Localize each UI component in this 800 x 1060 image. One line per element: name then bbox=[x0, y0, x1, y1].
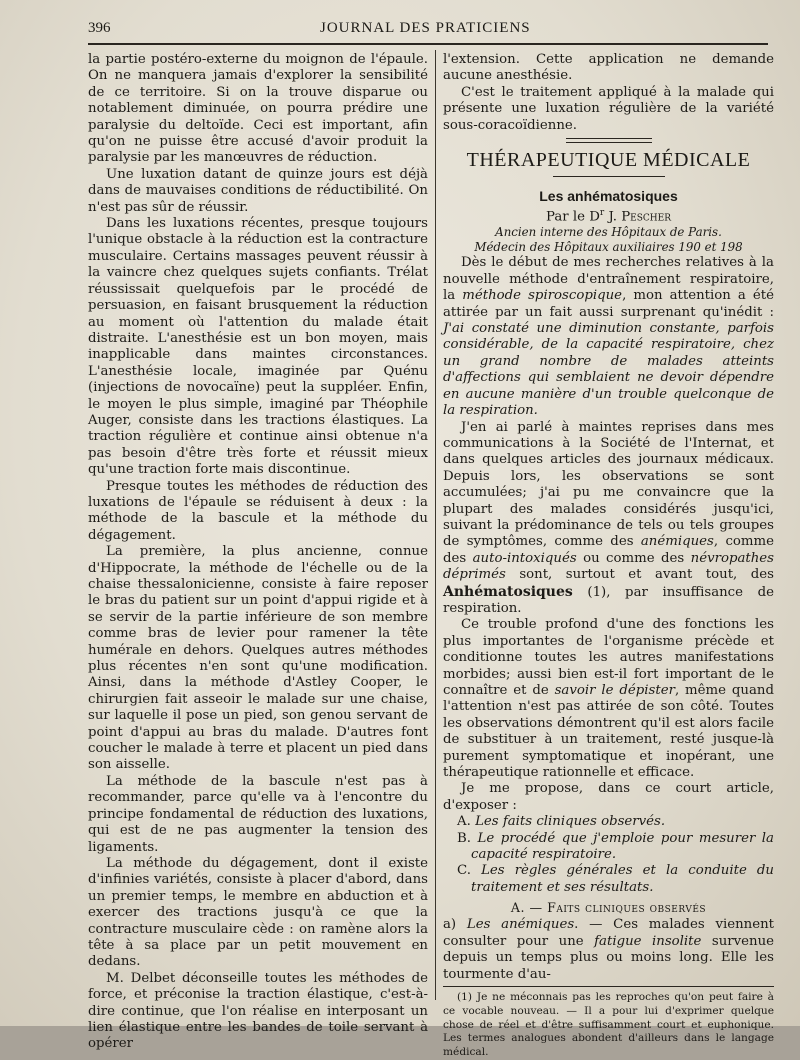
header-rule bbox=[88, 43, 768, 45]
paragraph: Presque toutes les méthodes de réduction des luxations de l'épaule se réduisent à deux : la méthode de la bascule et la méthode du dégagement. bbox=[88, 478, 428, 543]
byline bbox=[443, 205, 774, 225]
right-column bbox=[443, 52, 774, 1060]
article-title: Les anhématosiques bbox=[539, 188, 678, 205]
paragraph: La méthode de la bascule n'est pas à recommander, parce qu'elle va à l'encontre du principe fondamental de réduction des luxations, qui est de ne pas augmenter la tension des ligaments. bbox=[88, 773, 428, 855]
byline-prefix: Par le D bbox=[546, 209, 600, 225]
paragraph: Ce trouble profond d'une des fonctions les plus importantes de l'organisme précède et conditionne toutes les autres manifestations morbides; aussi bien est-il fort important de le connaître et de savoir le dépister, même quand l'attention n'est pas attirée de son côté. Toutes les observations démontrent qu'il est alors facile de substituer à un traitement, resté jusque-là purement symptomatique et inopérant, une thérapeutique rationnelle et efficace. bbox=[443, 617, 774, 781]
paragraph: Dans les luxations récentes, presque toujours l'unique obstacle à la réduction est la contracture musculaire. Certains massages peuvent réussir à la vaincre chez quelques sujets confiants. Trélat réussissait quelquefois par le procédé de persuasion, en faisant brusquement la réduction au moment où l'attention du malade était distraite. L'anesthésie est un bon moyen, mais inapplicable dans maintes circonstances. L'anesthésie locale, imaginée par Quénu (injections de novocaïne) peut la suppléer. Enfin, le moyen le plus simple, imaginé par Théophile Auger, consiste dans les tractions élastiques. La traction régulière et continue ainsi obtenue n'a pas besoin d'être très forte et réussit mieux qu'une traction forte mais discontinue. bbox=[88, 216, 428, 478]
paragraph: La méthode du dégagement, dont il existe d'infinies variétés, consiste à placer d'abord, dans un premier temps, le membre en abduction et à exercer des tractions jusqu'à ce que la contracture musculaire cède : on ramène alors la tête à sa place par un petit mouvement en dedans. bbox=[88, 855, 428, 970]
journal-title: JOURNAL DES PRATICIENS bbox=[320, 20, 531, 36]
author-affiliation: Ancien interne des Hôpitaux de Paris. bbox=[495, 225, 722, 240]
paragraph: Dès le début de mes recherches relatives à la nouvelle méthode d'entraînement respiratoire, la méthode spiroscopique, mon attention a été attirée par un fait aussi surprenant qu'inédit : J'ai constaté une diminution constante, parfois considérable, de la capacité respiratoire, chez un grand nombre de malades atteints d'affections qui semblaient ne devoir dépendre en aucune manière d'un trouble quelconque de la respiration. bbox=[443, 255, 774, 419]
section-divider bbox=[443, 138, 774, 143]
list-item: B. Le procédé que j'emploie pour mesurer la capacité respiratoire. bbox=[457, 830, 774, 863]
section-title: THÉRAPEUTIQUE MÉDICALE bbox=[466, 149, 751, 172]
paragraph: l'extension. Cette application ne demande aucune anesthésie. bbox=[443, 52, 774, 84]
footnote-rule bbox=[443, 986, 774, 987]
page-number: 396 bbox=[88, 20, 111, 36]
author-name: J. Pescher bbox=[608, 209, 671, 225]
list-item: A. Les faits cliniques observés. bbox=[457, 814, 666, 830]
footnote: (1) Je ne méconnais pas les reproches qu'on peut faire à ce vocable nouveau. — Il a pour lui d'exprimer quelque chose de réel et d'être suffisamment court et euphonique. Les termes analogues abondent d'ailleurs dans le langage médical. bbox=[443, 990, 774, 1059]
list-item: C. Les règles générales et la conduite du traitement et ses résultats. bbox=[457, 863, 774, 895]
paragraph: J'en ai parlé à maintes reprises dans mes communications à la Société de l'Internat, et dans quelques articles des journaux médicaux. Depuis lors, les observations se sont accumulées; j'ai pu me convaincre que la plupart des malades considérés jusqu'ici, suivant la prédominance de tels ou tels groupes de symptômes, comme des anémiques, comme des auto-intoxiqués ou comme des névropathes déprimés sont, surtout et avant tout, des Anhématosiques (1), par insuffisance de respiration. bbox=[443, 419, 774, 616]
paragraph: C'est le traitement appliqué à la malade qui présente une luxation régulière de la variété sous-coracoïdienne. bbox=[443, 84, 774, 133]
paragraph: Une luxation datant de quinze jours est déjà dans de mauvaises conditions de réductibilité. On n'est pas sûr de réussir. bbox=[88, 166, 428, 215]
section-rule bbox=[553, 176, 665, 177]
subsection-heading: A. — Faits cliniques observés bbox=[510, 900, 707, 916]
paragraph: a) Les anémiques. — Ces malades viennent consulter pour une fatigue insolite survenue depuis un temps plus ou moins long. Elle les tourmente d'au- bbox=[443, 917, 775, 982]
paragraph: La première, la plus ancienne, connue d'Hippocrate, la méthode de l'échelle ou de la chaise thessalonicienne, consiste à faire reposer le bras du patient sur un point d'appui rigide et à se servir de la partie inférieure de son membre comme bras de levier pour ramener la tête humérale en dehors. Quelques autres méthodes plus récentes n'en sont qu'une modification. Ainsi, dans la méthode d'Astley Cooper, le chirurgien fait asseoir le malade sur une chaise, sur laquelle il pose un pied, son genou servant de point d'appui au bras du malade. D'autres font coucher le malade à terre et placent un pied dans son aisselle. bbox=[88, 544, 428, 773]
paragraph: M. Delbet déconseille toutes les méthodes de force, et préconise la traction élastique, c'est-à-dire continue, que l'on réalise en interposant un lien élastique entre les bandes de toile servant à opérer bbox=[88, 970, 428, 1052]
paragraph: la partie postéro-externe du moignon de l'épaule. On ne manquera jamais d'explorer la sensibilité de ce territoire. Si on la trouve disparue ou notablement diminuée, on pourra prédire une paralysie du deltoïde. Ceci est important, afin qu'on ne puisse être accusé d'avoir produit la paralysie par les manœuvres de réduction. bbox=[88, 52, 428, 166]
outline-list bbox=[443, 814, 774, 896]
column-rule bbox=[435, 50, 436, 1000]
byline-sup: r bbox=[599, 208, 605, 219]
paragraph: Je me propose, dans ce court article, d'exposer : bbox=[443, 781, 774, 813]
author-affiliation: Médecin des Hôpitaux auxiliaires 190 et 198 bbox=[474, 240, 743, 255]
left-column bbox=[88, 52, 428, 1053]
